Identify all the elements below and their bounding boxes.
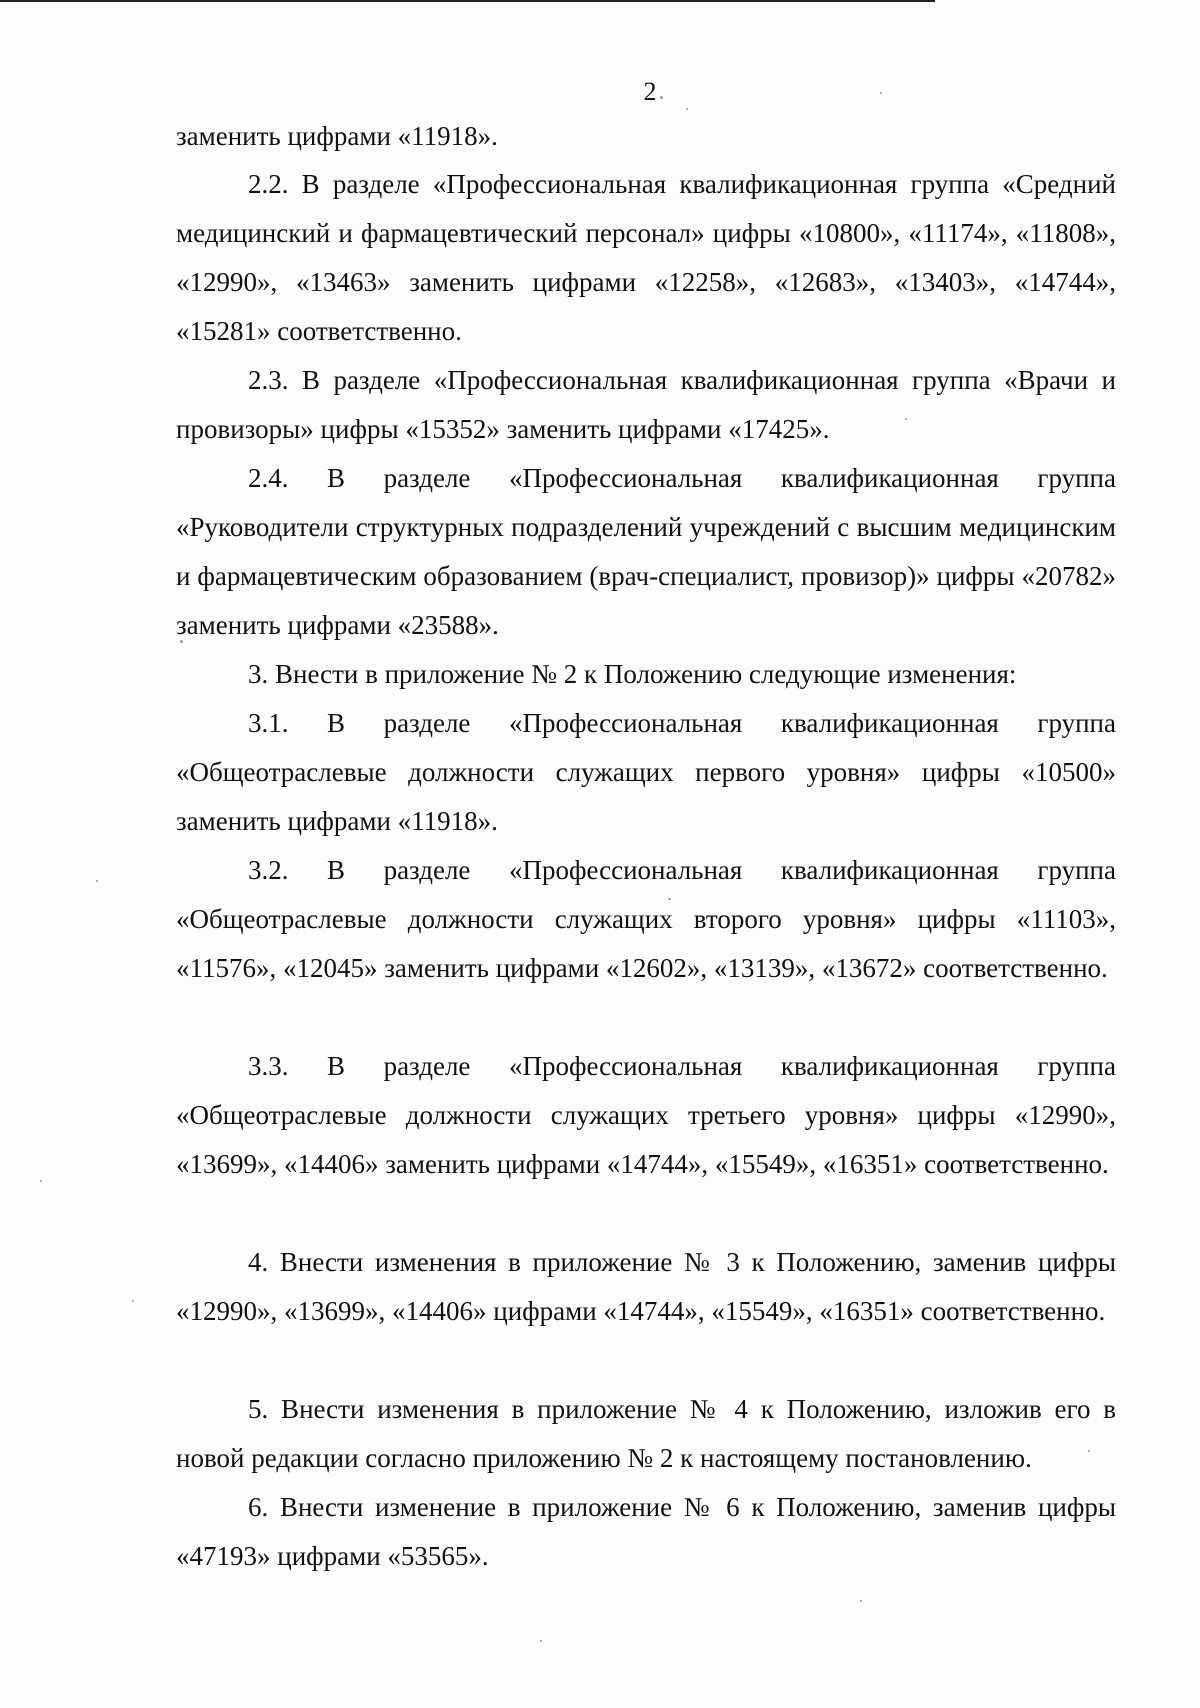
scan-speck	[668, 898, 671, 900]
paragraph-2-4: 2.4. В разделе «Профессиональная квалификационная группа «Руководители структурных подразделений учреждений с высшим медицинским и фармацевтическим образованием (врач-специалист, провизор)» цифры «20782» заменить цифрами «23588».	[176, 463, 1116, 640]
scan-speck	[660, 96, 663, 99]
scan-speck	[686, 108, 688, 110]
scan-speck	[132, 1300, 134, 1302]
scan-speck	[540, 1640, 542, 1642]
paragraph-2-3: 2.3. В разделе «Профессиональная квалификационная группа «Врачи и провизоры» цифры «15352» заменить цифрами «17425».	[176, 365, 1116, 444]
paragraph-5: 5. Внести изменения в приложение № 4 к Положению, изложив его в новой редакции согласно приложению № 2 к настоящему постановлению.	[176, 1394, 1116, 1473]
scan-speck	[860, 1600, 862, 1602]
paragraph-continuation: заменить цифрами «11918».	[176, 121, 498, 151]
paragraph-4: 4. Внести изменения в приложение № 3 к Положению, заменив цифры «12990», «13699», «14406» цифрами «14744», «15549», «16351» соответственно.	[176, 1247, 1116, 1326]
scan-speck	[1088, 1450, 1090, 1452]
paragraph-3-3: 3.3. В разделе «Профессиональная квалификационная группа «Общеотраслевые должности служащих третьего уровня» цифры «12990», «13699», «14406» заменить цифрами «14744», «15549», «16351» соответственно.	[176, 1051, 1116, 1179]
scan-speck	[880, 92, 882, 94]
paragraph-2-2: 2.2. В разделе «Профессиональная квалификационная группа «Средний медицинский и фармацевтический персонал» цифры «10800», «11174», «11808», «12990», «13463» заменить цифрами «12258», «12683», «13403», «14744», «15281» соответственно.	[176, 169, 1116, 346]
page-number: 2	[643, 77, 657, 106]
paragraph-3-1: 3.1. В разделе «Профессиональная квалификационная группа «Общеотраслевые должности служащих первого уровня» цифры «10500» заменить цифрами «11918».	[176, 708, 1116, 836]
scan-speck	[180, 640, 183, 643]
paragraph-3: 3. Внести в приложение № 2 к Положению следующие изменения:	[248, 659, 1017, 689]
top-border-line	[0, 0, 935, 2]
paragraph-6: 6. Внести изменение в приложение № 6 к Положению, заменив цифры «47193» цифрами «53565».	[176, 1492, 1116, 1571]
scan-speck	[905, 418, 907, 420]
scan-speck	[40, 1180, 42, 1182]
paragraph-3-2: 3.2. В разделе «Профессиональная квалификационная группа «Общеотраслевые должности служащих второго уровня» цифры «11103», «11576», «12045» заменить цифрами «12602», «13139», «13672» соответственно.	[176, 855, 1116, 983]
scan-speck	[96, 880, 98, 882]
